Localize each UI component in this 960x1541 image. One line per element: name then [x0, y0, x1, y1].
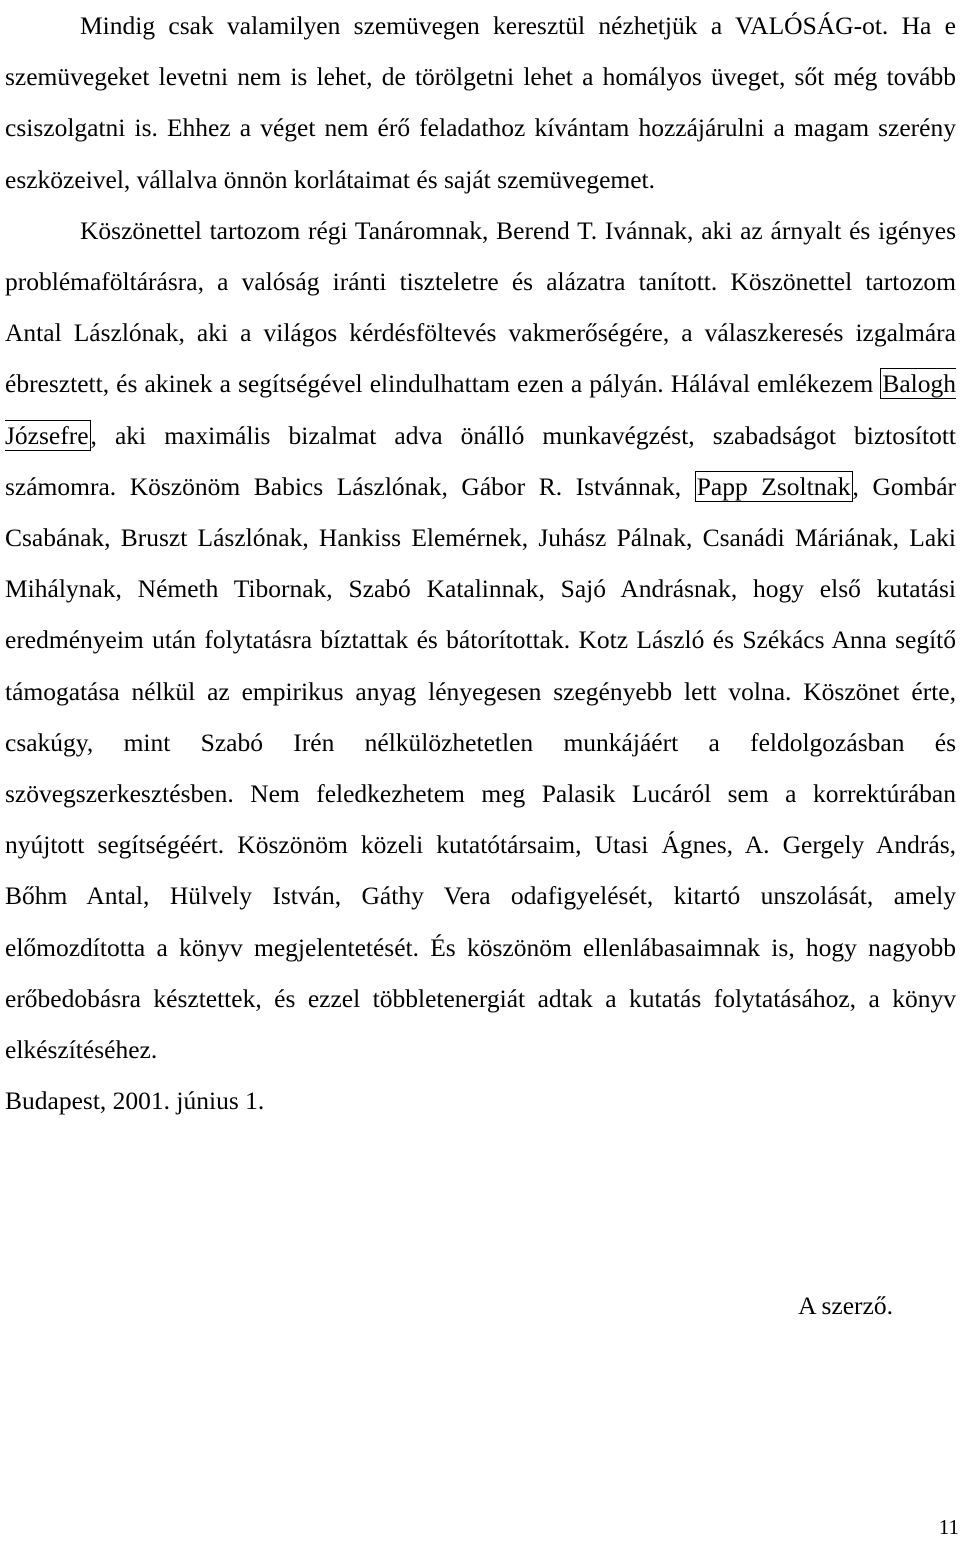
- paragraph-acknowledgements: [5, 205, 956, 1075]
- boxed-name-balogh: Balogh Józsefre: [5, 369, 956, 450]
- page-number: 11: [938, 1515, 959, 1539]
- acknowledgements-text-3: , Gombár Csabának, Bruszt Lászlónak, Hankiss Elemérnek, Juhász Pálnak, Csanádi Máriának, Laki Mihálynak, Németh Tibornak, Szabó Katalinnak, Sajó Andrásnak, hogy első kutatási eredményeim után folytatásra bíztattak és bátorítottak. Kotz László és Székács Anna segítő támogatása nélkül az empirikus anyag lényegesen szegényebb lett volna. Köszönet érte, csakúgy, mint Szabó Irén nélkülözhetetlen munkájáért a feldolgozásban és szövegszerkesztésben. Nem feledkezhetem meg Palasik Lucáról sem a korrektúrában nyújtott segítségéért. Köszönöm közeli kutatótársaim, Utasi Ágnes, A. Gergely András, Bőhm Antal, Hülvely István, Gáthy Vera odafigyelését, kitartó unszolását, amely előmozdította a könyv megjelentetését. És köszönöm ellenlábasaimnak is, hogy nagyobb erőbedobásra késztettek, és ezzel többletenergiát adtak a kutatás folytatásához, a könyv elkészítéséhez.: [5, 471, 957, 1065]
- body-text: [5, 0, 956, 1126]
- boxed-name-papp: Papp Zsoltnak: [696, 471, 851, 501]
- dateline: Budapest, 2001. június 1.: [5, 1086, 265, 1116]
- paragraph-intro: Mindig csak valamilyen szemüvegen keresztül nézhetjük a VALÓSÁG-ot. Ha e szemüvegeket levetni nem is lehet, de törölgetni lehet a homályos üveget, sőt még tovább csiszolgatni is. Ehhez a véget nem érő feladathoz kívántam hozzájárulni a magam szerény eszközeivel, vállalva önnön korlátaimat és saját szemüvegemet.: [5, 11, 956, 194]
- author-signature: A szerző.: [798, 1291, 893, 1320]
- document-page: [5, 0, 956, 1541]
- acknowledgements-text-2: , aki maximális bizalmat adva önálló munkavégzést, szabadságot biztosított számomra. Köszönöm Babics Lászlónak, Gábor R. Istvánnak,: [5, 420, 956, 501]
- acknowledgements-text-1: Köszönettel tartozom régi Tanáromnak, Berend T. Ivánnak, aki az árnyalt és igényes problémaföltárásra, a valóság iránti tiszteletre és alázatra tanított. Köszönettel tartozom Antal Lászlónak, aki a világos kérdésföltevés vakmerőségére, a válaszkeresés izgalmára ébresztett, és akinek a segítségével elindulhattam ezen a pályán. Hálával emlékezem: [5, 215, 956, 399]
